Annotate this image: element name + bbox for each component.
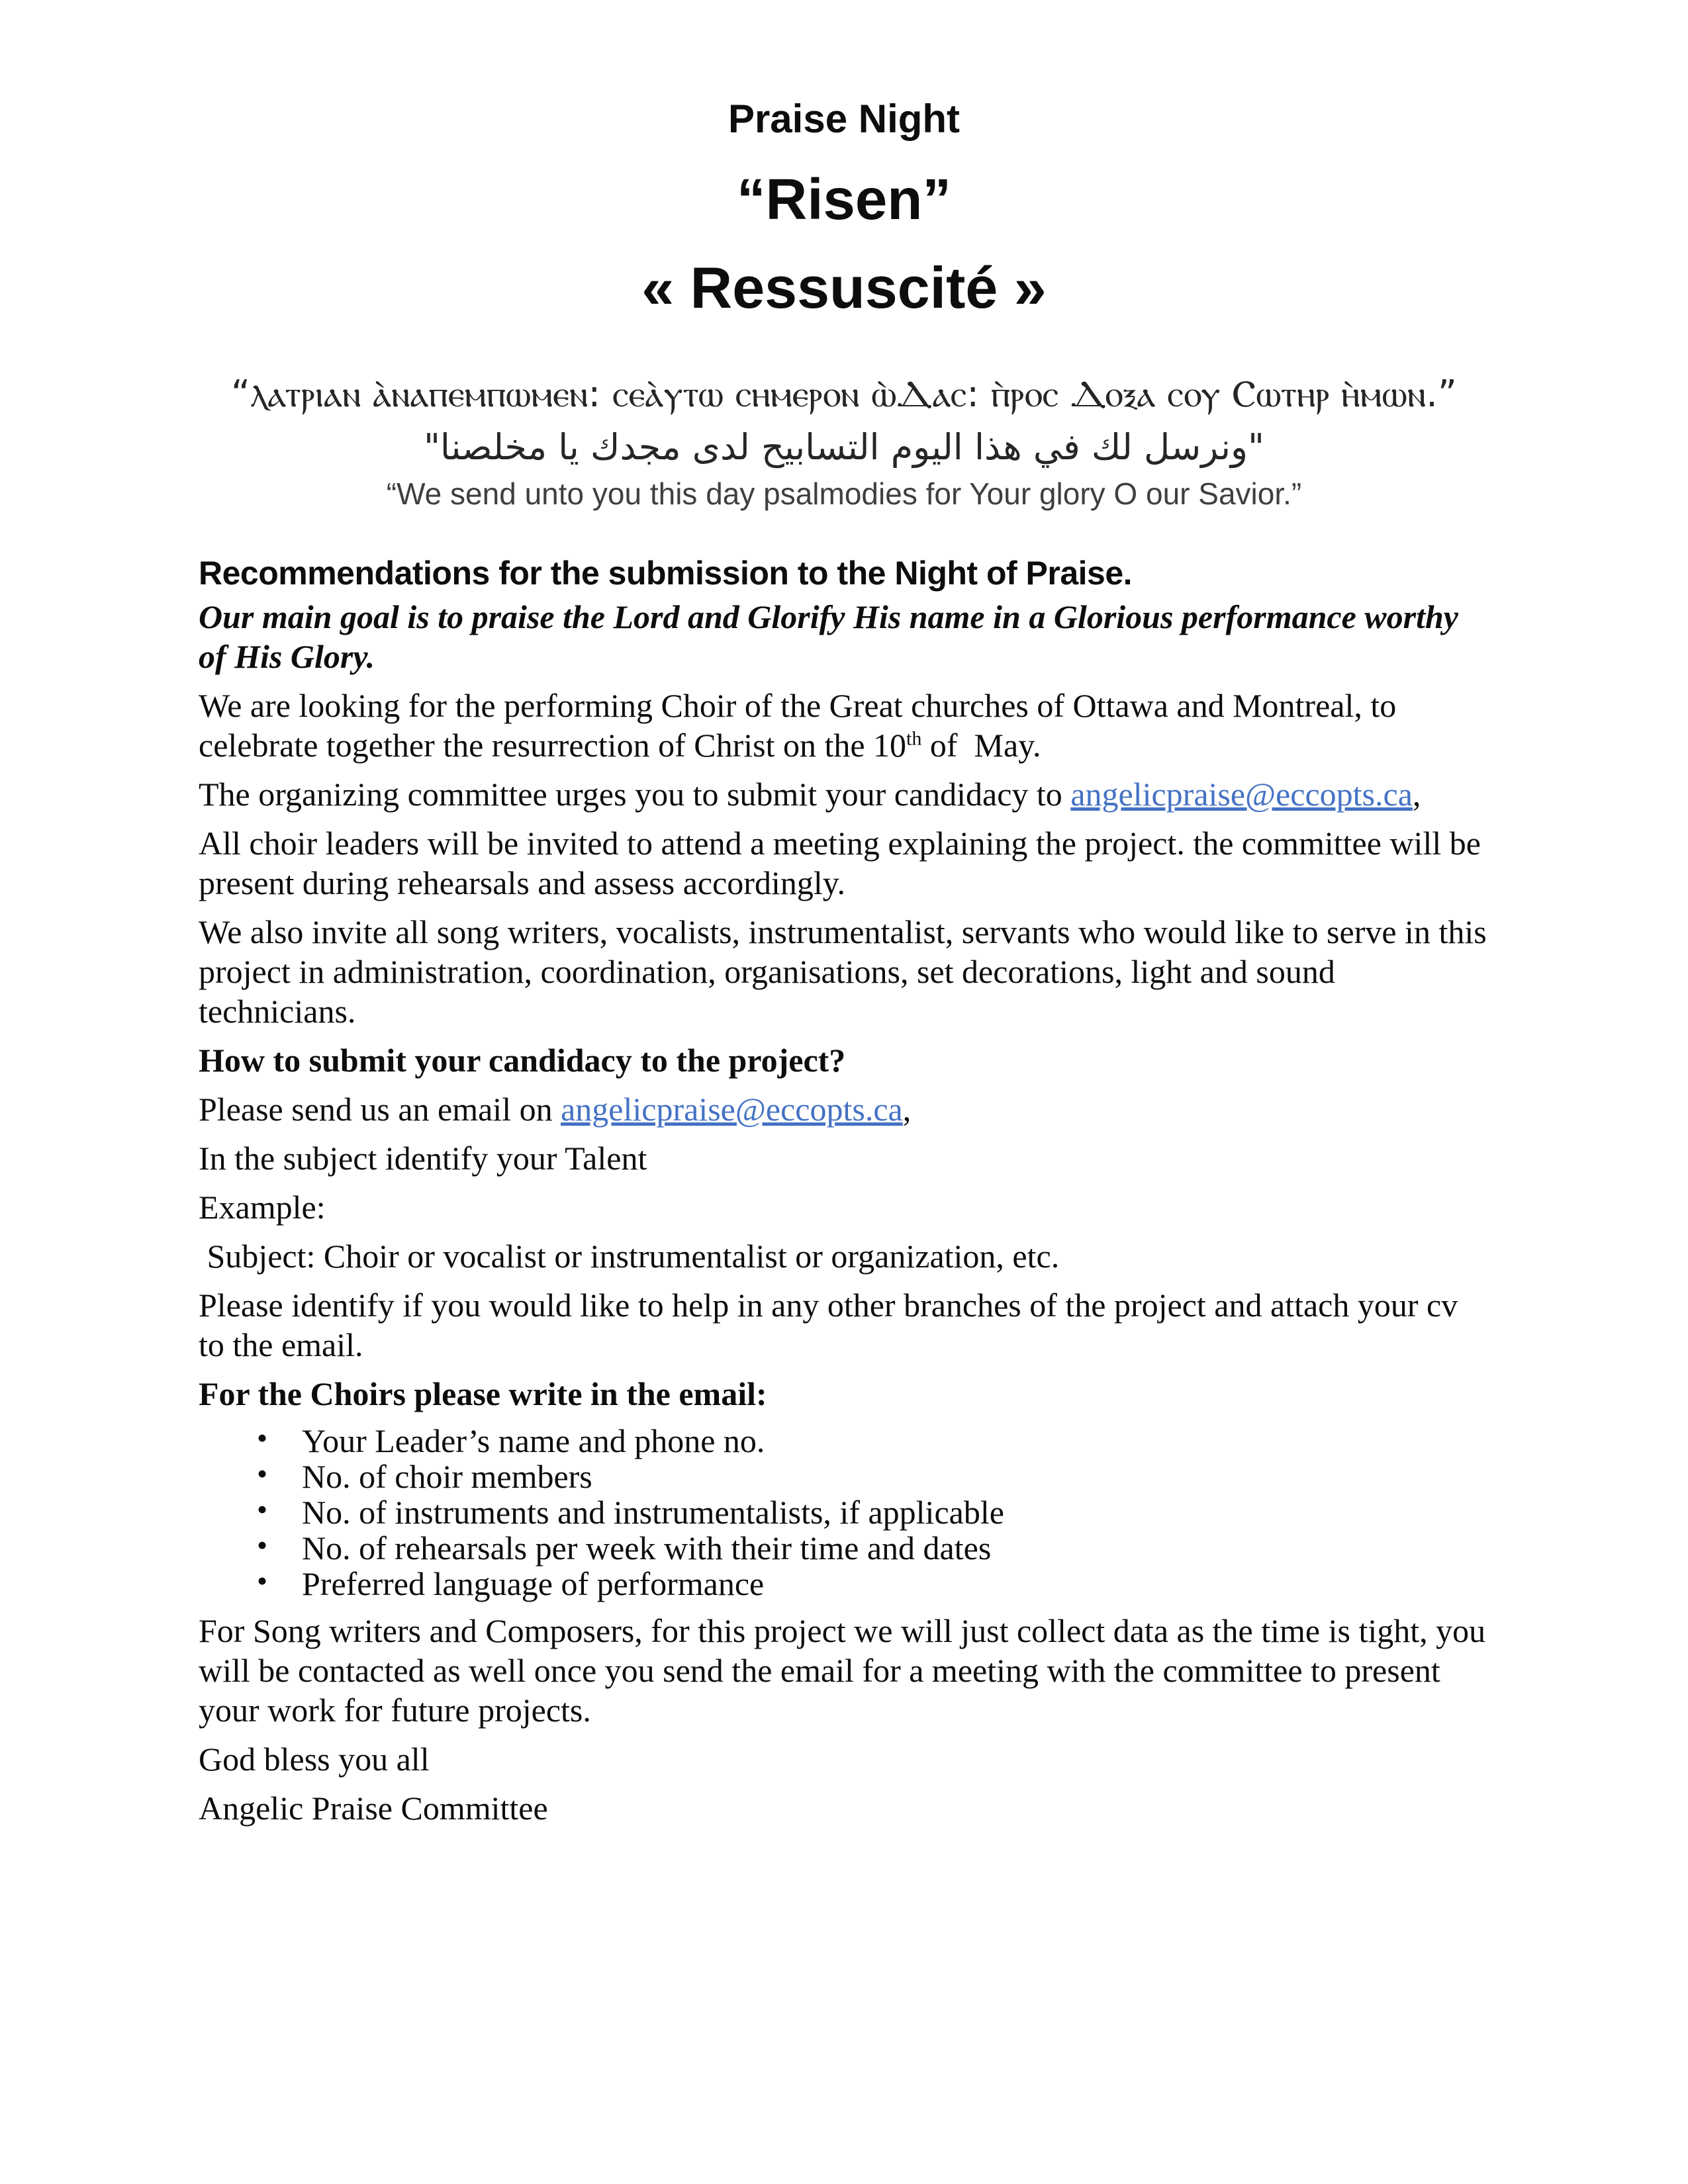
looking-text-before: We are looking for the performing Choir of the Great churches of Ottawa and Montreal, to celebrate together the resurrection of Christ on the 10 [199,687,1405,764]
list-item-label: No. of instruments and instrumentalists, if applicable [302,1494,1004,1531]
committee-text-after: , [1412,776,1421,813]
bullet-icon: • [257,1564,268,1598]
send-email-text-after: , [902,1091,912,1128]
list-item-label: No. of rehearsals per week with their time and dates [302,1529,992,1567]
choir-leaders-paragraph: All choir leaders will be invited to attend a meeting explaining the project. the committee will be present during rehearsals and assess accordingly. [199,825,1489,902]
page-title: Praise Night [727,97,961,141]
send-email-paragraph [199,1089,1489,1129]
coptic-quote: “ⲗⲁⲧⲣⲓⲁⲛ ⲁ̀ⲛⲁⲡⲉⲙⲡⲱⲙⲉⲛ: ⲥⲉⲁ̀ⲩⲧⲱ ⲥⲏⲙⲉⲣⲟⲛ ⲱ̀Ⲇⲁⲥ: ⲡ̀ⲣⲟⲥ Ⲇⲟⲝⲁ ⲥⲟⲩ Ⲥⲱⲧⲏⲣ ⲏ̀ⲙⲱⲛ.” [231,373,1457,416]
list-item-label: Your Leader’s name and phone no. [302,1422,765,1460]
bullet-icon: • [257,1492,268,1527]
subtitle-english: “Risen” [737,167,951,232]
list-item-label: No. of choir members [302,1458,592,1496]
email-link-send[interactable]: angelicpraise@eccopts.ca [561,1091,903,1128]
list-item [257,1494,1489,1530]
list-item [257,1566,1489,1602]
english-quote: “We send unto you this day psalmodies for Your glory O our Savior.” [386,477,1302,512]
bullet-icon: • [257,1421,268,1455]
bullet-icon: • [257,1528,268,1563]
signature-paragraph: Angelic Praise Committee [199,1790,548,1827]
invite-all-paragraph: We also invite all song writers, vocalists, instrumentalist, servants who would like to serve in this project in administration, coordination, organisations, set decorations, light and sound technicians. [199,913,1495,1030]
looking-paragraph [199,686,1489,765]
goal-paragraph: Our main goal is to praise the Lord and Glorify His name in a Glorious performance worthy of His Glory. [199,598,1467,676]
looking-text-after: of May. [921,727,1041,764]
list-item [257,1459,1489,1494]
example-label: Example: [199,1189,326,1226]
arabic-quote: "ونرسل لك في هذا اليوم التسابيح لدى مجدك يا مخلصنا" [424,426,1264,468]
email-link-committee[interactable]: angelicpraise@eccopts.ca [1070,776,1413,813]
recommendations-heading: Recommendations for the submission to the Night of Praise. [199,555,1133,592]
ordinal-superscript: th [906,727,922,750]
how-to-heading: How to submit your candidacy to the project? [199,1042,846,1079]
doc-header [199,99,1489,512]
doc-body [199,553,1495,1828]
blessing-paragraph: God bless you all [199,1741,430,1778]
choir-requirements-list [199,1423,1489,1602]
committee-paragraph [199,774,1489,814]
list-item [257,1423,1489,1459]
bullet-icon: • [257,1457,268,1491]
list-item [257,1530,1489,1566]
committee-text-before: The organizing committee urges you to submit your candidacy to [199,776,1071,813]
list-item-label: Preferred language of performance [302,1565,765,1603]
subject-identify-paragraph: In the subject identify your Talent [199,1140,647,1177]
subtitle-french: « Ressuscité » [641,255,1047,320]
songwriters-paragraph: For Song writers and Composers, for this project we will just collect data as the time is tight, you will be contacted as well once you send the email for a meeting with the committee to present your work for future projects. [199,1612,1494,1729]
choirs-heading: For the Choirs please write in the email: [199,1375,767,1413]
identify-branches-paragraph: Please identify if you would like to help in any other branches of the project and attach your cv to the email. [199,1287,1466,1364]
send-email-text-before: Please send us an email on [199,1091,561,1128]
subject-example-paragraph: Subject: Choir or vocalist or instrumentalist or organization, etc. [199,1238,1060,1275]
